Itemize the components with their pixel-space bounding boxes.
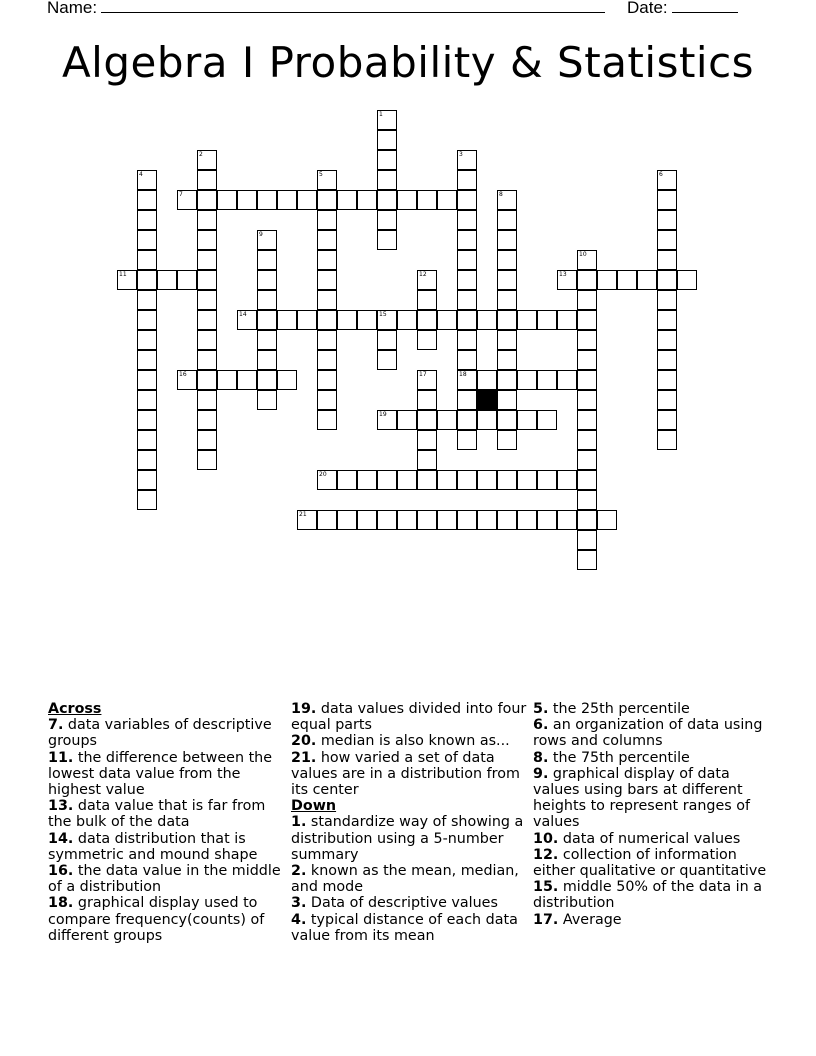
grid-cell[interactable] [437, 190, 457, 210]
grid-cell[interactable] [457, 270, 477, 290]
grid-cell[interactable] [577, 370, 597, 390]
grid-cell[interactable] [417, 310, 437, 330]
clues-column-2 [291, 701, 531, 944]
grid-cell[interactable] [197, 170, 217, 190]
grid-cell[interactable] [377, 410, 397, 430]
clues-column-3 [533, 701, 773, 928]
grid-cell[interactable] [577, 310, 597, 330]
grid-cell[interactable] [577, 430, 597, 450]
clue-number: 15. [533, 879, 559, 896]
grid-cell[interactable] [277, 310, 297, 330]
grid-cell[interactable] [537, 410, 557, 430]
grid-cell[interactable] [477, 470, 497, 490]
grid-cell[interactable] [317, 230, 337, 250]
grid-cell[interactable] [437, 510, 457, 530]
grid-cell[interactable] [217, 190, 237, 210]
cell-number: 4 [139, 171, 143, 178]
grid-cell[interactable] [317, 190, 337, 210]
grid-cell[interactable] [437, 310, 457, 330]
grid-cell[interactable] [137, 490, 157, 510]
grid-cell[interactable] [657, 410, 677, 430]
clue-number: 21. [291, 749, 317, 766]
across-clue [48, 798, 288, 830]
grid-cell[interactable] [577, 550, 597, 570]
clue-number: 13. [48, 798, 74, 815]
grid-cell[interactable] [457, 250, 477, 270]
grid-cell[interactable] [397, 510, 417, 530]
grid-cell[interactable] [517, 410, 537, 430]
grid-cell[interactable] [577, 490, 597, 510]
grid-cell[interactable] [457, 410, 477, 430]
grid-cell[interactable] [377, 470, 397, 490]
grid-cell[interactable] [497, 290, 517, 310]
clue-text: standardize way of showing a distribution using a 5-number summary [291, 814, 524, 863]
cell-number: 1 [379, 111, 383, 118]
grid-cell[interactable] [197, 430, 217, 450]
down-clue [533, 766, 773, 831]
grid-cell[interactable] [237, 310, 257, 330]
grid-cell[interactable] [417, 370, 437, 390]
cell-number: 17 [419, 371, 427, 378]
grid-cell[interactable] [257, 230, 277, 250]
clues-column-1 [48, 701, 288, 944]
grid-cell[interactable] [457, 330, 477, 350]
grid-cell[interactable] [497, 210, 517, 230]
cell-number: 16 [179, 371, 187, 378]
grid-cell[interactable] [377, 130, 397, 150]
clue-text: data value that is far from the bulk of the data [48, 798, 266, 831]
grid-cell[interactable] [297, 190, 317, 210]
grid-cell[interactable] [577, 530, 597, 550]
grid-cell[interactable] [497, 510, 517, 530]
grid-cell[interactable] [197, 290, 217, 310]
clue-text: the 25th percentile [548, 701, 690, 717]
grid-cell[interactable] [457, 190, 477, 210]
clue-text: the difference between the lowest data value from the highest value [48, 749, 273, 799]
grid-cell[interactable] [577, 290, 597, 310]
grid-cell[interactable] [377, 190, 397, 210]
grid-cell[interactable] [577, 330, 597, 350]
clue-number: 3. [291, 895, 307, 912]
clue-text: an organization of data using rows and columns [533, 717, 763, 750]
clue-text: data variables of descriptive groups [48, 717, 272, 750]
clue-text: collection of information either qualitative or quantitative [533, 846, 767, 880]
grid-cell[interactable] [497, 390, 517, 410]
grid-cell[interactable] [577, 250, 597, 270]
grid-cell[interactable] [397, 190, 417, 210]
grid-cell[interactable] [357, 510, 377, 530]
across-clue [291, 750, 531, 799]
clue-number: 16. [48, 863, 74, 880]
grid-cell[interactable] [357, 470, 377, 490]
down-clue [291, 912, 531, 944]
grid-cell[interactable] [657, 190, 677, 210]
cell-number: 18 [459, 371, 467, 378]
grid-cell[interactable] [317, 350, 337, 370]
grid-cell[interactable] [197, 370, 217, 390]
grid-cell[interactable] [217, 370, 237, 390]
clue-text: the data value in the middle of a distribution [48, 863, 281, 896]
down-clue [533, 717, 773, 749]
grid-cell[interactable] [197, 310, 217, 330]
grid-cell[interactable] [417, 290, 437, 310]
grid-cell[interactable] [477, 510, 497, 530]
grid-cell[interactable] [137, 330, 157, 350]
grid-cell[interactable] [557, 470, 577, 490]
grid-cell[interactable] [137, 450, 157, 470]
grid-cell[interactable] [457, 430, 477, 450]
clue-number: 8. [533, 749, 549, 766]
grid-cell[interactable] [657, 310, 677, 330]
grid-cell[interactable] [457, 290, 477, 310]
grid-cell[interactable] [237, 190, 257, 210]
grid-cell[interactable] [457, 230, 477, 250]
down-clue [533, 847, 773, 879]
cell-number: 3 [459, 151, 463, 158]
grid-cell[interactable] [457, 370, 477, 390]
grid-cell[interactable] [537, 370, 557, 390]
grid-cell[interactable] [557, 310, 577, 330]
grid-cell[interactable] [497, 230, 517, 250]
clue-text: typical distance of each data value from its mean [291, 911, 518, 944]
grid-cell[interactable] [357, 190, 377, 210]
grid-cell[interactable] [577, 470, 597, 490]
clue-text: Average [558, 911, 622, 928]
clue-number: 1. [291, 814, 307, 831]
grid-cell[interactable] [197, 390, 217, 410]
clue-number: 6. [533, 717, 549, 734]
grid-cell[interactable] [377, 330, 397, 350]
grid-cell[interactable] [177, 370, 197, 390]
grid-cell[interactable] [657, 250, 677, 270]
grid-cell[interactable] [557, 510, 577, 530]
grid-cell[interactable] [457, 390, 477, 410]
cell-number: 11 [119, 271, 127, 278]
grid-cell[interactable] [337, 470, 357, 490]
grid-cell[interactable] [537, 310, 557, 330]
grid-cell[interactable] [197, 150, 217, 170]
grid-cell[interactable] [137, 370, 157, 390]
grid-cell[interactable] [197, 350, 217, 370]
grid-cell[interactable] [597, 270, 617, 290]
clue-text: data distribution that is symmetric and mound shape [48, 830, 258, 863]
grid-cell[interactable] [657, 390, 677, 410]
clue-number: 14. [48, 830, 74, 847]
across-clue [291, 701, 531, 733]
grid-cell[interactable] [197, 330, 217, 350]
grid-cell[interactable] [337, 310, 357, 330]
grid-cell[interactable] [377, 210, 397, 230]
grid-cell[interactable] [377, 310, 397, 330]
grid-cell[interactable] [197, 410, 217, 430]
grid-cell[interactable] [377, 230, 397, 250]
grid-cell[interactable] [637, 270, 657, 290]
grid-cell[interactable] [517, 470, 537, 490]
grid-cell[interactable] [517, 370, 537, 390]
grid-cell[interactable] [517, 310, 537, 330]
grid-cell[interactable] [437, 470, 457, 490]
clue-text: middle 50% of the data in a distribution [533, 879, 762, 912]
grid-cell[interactable] [537, 470, 557, 490]
cell-number: 21 [299, 511, 307, 518]
grid-cell[interactable] [497, 470, 517, 490]
grid-cell[interactable] [617, 270, 637, 290]
grid-cell[interactable] [497, 410, 517, 430]
down-heading: Down [291, 798, 337, 815]
grid-cell[interactable] [657, 430, 677, 450]
down-clue [291, 814, 531, 863]
grid-cell[interactable] [317, 330, 337, 350]
grid-cell[interactable] [497, 310, 517, 330]
down-clue [291, 863, 531, 895]
grid-cell[interactable] [457, 350, 477, 370]
grid-cell[interactable] [397, 470, 417, 490]
clue-text: median is also known as... [316, 733, 510, 750]
grid-cell[interactable] [137, 470, 157, 490]
cell-number: 7 [179, 191, 183, 198]
shaded-cell [477, 390, 497, 410]
cell-number: 2 [199, 151, 203, 158]
grid-cell[interactable] [377, 170, 397, 190]
grid-cell[interactable] [317, 170, 337, 190]
cell-number: 13 [559, 271, 567, 278]
grid-cell[interactable] [417, 510, 437, 530]
grid-cell[interactable] [257, 290, 277, 310]
cell-number: 10 [579, 251, 587, 258]
clue-number: 12. [533, 846, 559, 863]
grid-cell[interactable] [497, 430, 517, 450]
down-clue [533, 912, 773, 928]
grid-cell[interactable] [317, 210, 337, 230]
grid-cell[interactable] [317, 410, 337, 430]
grid-cell[interactable] [417, 270, 437, 290]
across-clue [291, 733, 531, 749]
grid-cell[interactable] [497, 370, 517, 390]
across-clue [48, 717, 288, 749]
down-clue [291, 895, 531, 911]
clue-text: graphical display of data values using bars at different heights to represent ranges of values [533, 765, 751, 831]
grid-cell[interactable] [417, 430, 437, 450]
cell-number: 12 [419, 271, 427, 278]
grid-cell[interactable] [317, 270, 337, 290]
grid-cell[interactable] [197, 230, 217, 250]
grid-cell[interactable] [137, 270, 157, 290]
cell-number: 8 [499, 191, 503, 198]
grid-cell[interactable] [177, 190, 197, 210]
grid-cell[interactable] [297, 510, 317, 530]
grid-cell[interactable] [197, 450, 217, 470]
clue-number: 17. [533, 911, 559, 928]
across-clue [48, 895, 288, 944]
grid-cell[interactable] [557, 270, 577, 290]
grid-cell[interactable] [317, 390, 337, 410]
grid-cell[interactable] [177, 270, 197, 290]
grid-cell[interactable] [457, 210, 477, 230]
grid-cell[interactable] [497, 270, 517, 290]
clue-number: 5. [533, 701, 549, 717]
grid-cell[interactable] [297, 310, 317, 330]
cell-number: 9 [259, 231, 263, 238]
down-clue [533, 879, 773, 911]
grid-cell[interactable] [457, 310, 477, 330]
clue-number: 18. [48, 895, 74, 912]
clue-text: known as the mean, median, and mode [291, 863, 519, 896]
cell-number: 6 [659, 171, 663, 178]
grid-cell[interactable] [137, 170, 157, 190]
puzzle-title: Algebra I Probability & Statistics [61, 38, 755, 87]
grid-cell[interactable] [377, 150, 397, 170]
grid-cell[interactable] [277, 370, 297, 390]
grid-cell[interactable] [577, 410, 597, 430]
across-clue [48, 863, 288, 895]
grid-cell[interactable] [457, 470, 477, 490]
grid-cell[interactable] [137, 430, 157, 450]
grid-cell[interactable] [117, 270, 137, 290]
cell-number: 20 [319, 471, 327, 478]
grid-cell[interactable] [437, 410, 457, 430]
clue-number: 19. [291, 701, 317, 717]
grid-cell[interactable] [277, 190, 297, 210]
grid-cell[interactable] [657, 290, 677, 310]
grid-cell[interactable] [317, 470, 337, 490]
clue-text: data values divided into four equal parts [291, 701, 527, 734]
cell-number: 14 [239, 311, 247, 318]
grid-cell[interactable] [457, 150, 477, 170]
clue-text: data of numerical values [558, 830, 741, 847]
grid-cell[interactable] [417, 190, 437, 210]
grid-cell[interactable] [557, 370, 577, 390]
grid-cell[interactable] [577, 510, 597, 530]
grid-cell[interactable] [257, 350, 277, 370]
grid-cell[interactable] [317, 370, 337, 390]
grid-cell[interactable] [257, 250, 277, 270]
grid-cell[interactable] [357, 310, 377, 330]
clue-number: 20. [291, 733, 317, 750]
clue-number: 2. [291, 863, 307, 880]
cell-number: 5 [319, 171, 323, 178]
grid-cell[interactable] [517, 510, 537, 530]
clue-text: graphical display used to compare frequency(counts) of different groups [48, 895, 265, 944]
grid-cell[interactable] [257, 330, 277, 350]
grid-cell[interactable] [657, 370, 677, 390]
grid-cell[interactable] [197, 270, 217, 290]
across-clue [48, 750, 288, 799]
grid-cell[interactable] [417, 450, 437, 470]
down-clue [533, 701, 773, 717]
clue-number: 9. [533, 765, 549, 782]
grid-cell[interactable] [577, 450, 597, 470]
grid-cell[interactable] [497, 190, 517, 210]
clue-text: the 75th percentile [548, 749, 690, 766]
across-clue [48, 831, 288, 863]
clue-text: Data of descriptive values [306, 895, 498, 912]
grid-cell[interactable] [577, 270, 597, 290]
clue-number: 7. [48, 717, 64, 734]
grid-cell[interactable] [397, 410, 417, 430]
grid-cell[interactable] [337, 510, 357, 530]
grid-cell[interactable] [257, 390, 277, 410]
grid-cell[interactable] [137, 390, 157, 410]
grid-cell[interactable] [497, 250, 517, 270]
grid-cell[interactable] [377, 350, 397, 370]
grid-cell[interactable] [137, 310, 157, 330]
grid-cell[interactable] [257, 190, 277, 210]
grid-cell[interactable] [417, 470, 437, 490]
clue-text: how varied a set of data values are in a distribution from its center [291, 749, 520, 799]
clue-number: 11. [48, 749, 74, 766]
grid-cell[interactable] [257, 310, 277, 330]
grid-cell[interactable] [137, 350, 157, 370]
name-label: Name: [47, 0, 98, 17]
grid-cell[interactable] [317, 290, 337, 310]
grid-cell[interactable] [137, 290, 157, 310]
clue-number: 4. [291, 911, 307, 928]
grid-cell[interactable] [397, 310, 417, 330]
grid-cell[interactable] [657, 210, 677, 230]
grid-cell[interactable] [537, 510, 557, 530]
grid-cell[interactable] [377, 110, 397, 130]
grid-cell[interactable] [137, 250, 157, 270]
grid-cell[interactable] [237, 370, 257, 390]
grid-cell[interactable] [157, 270, 177, 290]
grid-cell[interactable] [377, 510, 397, 530]
grid-cell[interactable] [137, 190, 157, 210]
grid-cell[interactable] [597, 510, 617, 530]
grid-cell[interactable] [477, 370, 497, 390]
grid-cell[interactable] [677, 270, 697, 290]
grid-cell[interactable] [477, 310, 497, 330]
grid-cell[interactable] [417, 390, 437, 410]
grid-cell[interactable] [657, 350, 677, 370]
grid-cell[interactable] [477, 410, 497, 430]
grid-cell[interactable] [577, 350, 597, 370]
grid-cell[interactable] [457, 510, 477, 530]
grid-cell[interactable] [137, 410, 157, 430]
grid-cell[interactable] [657, 270, 677, 290]
grid-cell[interactable] [417, 330, 437, 350]
grid-cell[interactable] [197, 250, 217, 270]
grid-cell[interactable] [317, 250, 337, 270]
grid-cell[interactable] [497, 330, 517, 350]
grid-cell[interactable] [457, 170, 477, 190]
grid-cell[interactable] [257, 370, 277, 390]
grid-cell[interactable] [317, 310, 337, 330]
grid-cell[interactable] [497, 350, 517, 370]
cell-number: 15 [379, 311, 387, 318]
grid-cell[interactable] [577, 390, 597, 410]
grid-cell[interactable] [657, 170, 677, 190]
grid-cell[interactable] [257, 270, 277, 290]
grid-cell[interactable] [197, 210, 217, 230]
clue-number: 10. [533, 830, 559, 847]
grid-cell[interactable] [197, 190, 217, 210]
down-clue [533, 750, 773, 766]
grid-cell[interactable] [137, 210, 157, 230]
grid-cell[interactable] [317, 510, 337, 530]
grid-cell[interactable] [657, 330, 677, 350]
down-clue [533, 831, 773, 847]
date-label: Date: [627, 0, 668, 17]
grid-cell[interactable] [657, 230, 677, 250]
grid-cell[interactable] [137, 230, 157, 250]
grid-cell[interactable] [337, 190, 357, 210]
grid-cell[interactable] [417, 410, 437, 430]
cell-number: 19 [379, 411, 387, 418]
across-heading: Across [48, 701, 102, 717]
